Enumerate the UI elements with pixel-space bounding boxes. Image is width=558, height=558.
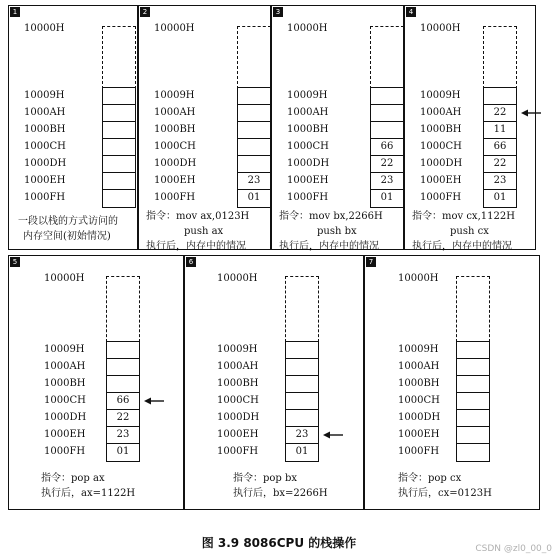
caption-line: push cx: [450, 226, 489, 237]
address-label-top: 10000H: [44, 273, 85, 284]
stack-memory-column: [106, 341, 140, 462]
address-label: 1000CH: [420, 141, 462, 152]
memory-cell: 23: [371, 173, 403, 190]
panel-number: 4: [408, 8, 414, 16]
address-label: 1000EH: [398, 429, 440, 440]
memory-cell: [457, 427, 489, 444]
memory-cell: 23: [286, 427, 318, 444]
address-label: 1000BH: [154, 124, 196, 135]
stack-upper-region: [456, 276, 490, 342]
memory-cell: 23: [238, 173, 270, 190]
instruction-caption: [279, 209, 383, 254]
caption-line: 执行后，内存中的情况: [146, 241, 246, 252]
address-label: 1000DH: [287, 158, 330, 169]
memory-cell: [107, 342, 139, 359]
address-label: 10009H: [287, 90, 328, 101]
memory-cell: 22: [107, 410, 139, 427]
memory-cell: [286, 393, 318, 410]
memory-cell: 22: [484, 156, 516, 173]
address-label: 1000CH: [398, 395, 440, 406]
panel-number-badge: [10, 257, 20, 267]
stack-panel-3: [271, 5, 404, 250]
memory-cell: [286, 342, 318, 359]
panel-number-badge: [273, 7, 283, 17]
memory-cell: [103, 190, 135, 207]
memory-cell: 22: [484, 105, 516, 122]
stack-upper-region: [102, 26, 136, 89]
address-label-top: 10000H: [217, 273, 258, 284]
address-label: 1000FH: [24, 192, 66, 203]
memory-cell: 66: [107, 393, 139, 410]
memory-cell: 66: [484, 139, 516, 156]
memory-cell: 66: [371, 139, 403, 156]
stack-pointer-arrow-icon: [323, 431, 343, 439]
address-label-top: 10000H: [398, 273, 439, 284]
address-label: 1000DH: [398, 412, 441, 423]
memory-cell: [371, 105, 403, 122]
stack-panel-6: [184, 255, 364, 510]
address-label: 10009H: [24, 90, 65, 101]
address-label: 10009H: [44, 344, 85, 355]
watermark: CSDN @zl0_00_0: [475, 544, 552, 554]
panel-number-badge: [186, 257, 196, 267]
address-label: 1000DH: [154, 158, 197, 169]
address-label-top: 10000H: [154, 23, 195, 34]
panel-number: 2: [142, 8, 148, 16]
memory-cell: [286, 359, 318, 376]
address-label: 1000EH: [287, 175, 329, 186]
memory-cell: [457, 393, 489, 410]
address-label: 1000EH: [24, 175, 66, 186]
memory-cell: 01: [247, 192, 261, 203]
stack-panel-5: [8, 255, 184, 510]
address-label: 1000AH: [420, 107, 462, 118]
memory-cell: [371, 122, 403, 139]
panel-number-badge: [10, 7, 20, 17]
memory-cell: 11: [484, 122, 516, 139]
address-label: 1000EH: [44, 429, 86, 440]
panel-number-badge: [366, 257, 376, 267]
address-label: 1000BH: [44, 378, 86, 389]
memory-cell: [103, 122, 135, 139]
memory-cell: [238, 122, 270, 139]
address-label: 1000FH: [217, 446, 259, 457]
memory-cell: [103, 173, 135, 190]
address-label: 10009H: [154, 90, 195, 101]
address-label: 1000EH: [420, 175, 462, 186]
address-label: 1000BH: [24, 124, 66, 135]
address-label: 1000FH: [44, 446, 86, 457]
address-label: 1000FH: [287, 192, 329, 203]
instruction-caption: [146, 209, 249, 254]
stack-panel-1: [8, 5, 138, 250]
instruction-caption: [398, 471, 492, 501]
caption-line: 执行后，cx=0123H: [398, 488, 492, 499]
caption-line: push bx: [317, 226, 357, 237]
address-label: 1000EH: [217, 429, 259, 440]
memory-cell: [238, 156, 270, 173]
stack-panel-2: [138, 5, 271, 250]
caption-line: 指令：mov cx,1122H: [412, 211, 515, 222]
panel-number: 3: [275, 8, 281, 16]
address-label-top: 10000H: [24, 23, 65, 34]
address-label: 10009H: [398, 344, 439, 355]
address-label: 1000AH: [287, 107, 329, 118]
address-label: 1000CH: [154, 141, 196, 152]
instruction-caption: [233, 471, 328, 501]
stack-memory-column: [483, 87, 517, 208]
address-label: 1000DH: [420, 158, 463, 169]
instruction-caption: [16, 214, 118, 244]
memory-cell: [457, 342, 489, 359]
address-label: 1000EH: [154, 175, 196, 186]
memory-cell: [238, 105, 270, 122]
address-label: 1000AH: [217, 361, 259, 372]
address-label: 1000CH: [287, 141, 329, 152]
instruction-caption: [412, 209, 515, 254]
caption-line: 执行后，bx=2266H: [233, 488, 328, 499]
memory-cell: [457, 444, 489, 461]
memory-cell: [238, 139, 270, 156]
stack-pointer-arrow-icon: [144, 397, 164, 405]
caption-line: 内存空间(初始情况): [23, 231, 111, 242]
memory-cell: [103, 105, 135, 122]
panel-number-badge: [406, 7, 416, 17]
caption-line: 指令：pop ax: [41, 473, 105, 484]
panel-number: 6: [188, 258, 194, 266]
address-label: 1000BH: [287, 124, 329, 135]
stack-upper-region: [370, 26, 404, 89]
memory-cell: 01: [493, 192, 507, 203]
address-label: 1000BH: [217, 378, 259, 389]
caption-line: 执行后，ax=1122H: [41, 488, 136, 499]
memory-cell: 23: [484, 173, 516, 190]
memory-cell: [371, 88, 403, 105]
panel-number-badge: [140, 7, 150, 17]
figure-caption: 图 3.9 8086CPU 的栈操作: [201, 536, 357, 550]
address-label: 10009H: [217, 344, 258, 355]
address-label: 1000AH: [24, 107, 66, 118]
memory-cell: 23: [107, 427, 139, 444]
caption-line: push ax: [184, 226, 224, 237]
caption-line: 指令：mov ax,0123H: [146, 211, 250, 222]
caption-line: 执行后，内存中的情况: [412, 241, 512, 252]
panel-number: 7: [368, 258, 374, 266]
address-label: 1000AH: [154, 107, 196, 118]
memory-cell: [107, 376, 139, 393]
address-label: 1000DH: [217, 412, 260, 423]
memory-cell: [103, 156, 135, 173]
memory-cell: 22: [371, 156, 403, 173]
stack-memory-column: [285, 341, 319, 462]
address-label-top: 10000H: [287, 23, 328, 34]
stack-memory-column: [370, 87, 404, 208]
stack-panel-4: [404, 5, 536, 250]
address-label: 1000CH: [44, 395, 86, 406]
address-label: 1000DH: [44, 412, 87, 423]
stack-upper-region: [285, 276, 319, 342]
stack-upper-region: [106, 276, 140, 342]
panel-number: 5: [12, 258, 18, 266]
address-label: 1000FH: [420, 192, 462, 203]
stack-upper-region: [237, 26, 271, 89]
caption-line: 一段以栈的方式访问的: [18, 216, 118, 227]
address-label: 1000CH: [217, 395, 259, 406]
memory-cell: 01: [380, 192, 394, 203]
caption-line: 指令：pop cx: [398, 473, 462, 484]
stack-upper-region: [483, 26, 517, 89]
address-label: 10009H: [420, 90, 461, 101]
address-label: 1000DH: [24, 158, 67, 169]
memory-cell: 01: [295, 446, 309, 457]
stack-memory-column: [237, 87, 271, 208]
memory-cell: [457, 410, 489, 427]
caption-line: 指令：pop bx: [233, 473, 298, 484]
stack-memory-column: [102, 87, 136, 208]
address-label: 1000AH: [44, 361, 86, 372]
stack-pointer-arrow-icon: [521, 109, 541, 117]
memory-cell: [286, 376, 318, 393]
address-label: 1000CH: [24, 141, 66, 152]
instruction-caption: [41, 471, 135, 501]
caption-line: 指令：mov bx,2266H: [279, 211, 383, 222]
stack-panel-7: [364, 255, 540, 510]
stack-memory-column: [456, 341, 490, 462]
memory-cell: [107, 359, 139, 376]
panel-number: 1: [12, 8, 18, 16]
address-label: 1000BH: [398, 378, 440, 389]
memory-cell: 01: [116, 446, 130, 457]
address-label: 1000FH: [154, 192, 196, 203]
memory-cell: [484, 88, 516, 105]
memory-cell: [238, 88, 270, 105]
address-label: 1000BH: [420, 124, 462, 135]
memory-cell: [457, 359, 489, 376]
memory-cell: [103, 88, 135, 105]
address-label-top: 10000H: [420, 23, 461, 34]
address-label: 1000FH: [398, 446, 440, 457]
address-label: 1000AH: [398, 361, 440, 372]
memory-cell: [103, 139, 135, 156]
memory-cell: [457, 376, 489, 393]
memory-cell: [286, 410, 318, 427]
caption-line: 执行后，内存中的情况: [279, 241, 379, 252]
